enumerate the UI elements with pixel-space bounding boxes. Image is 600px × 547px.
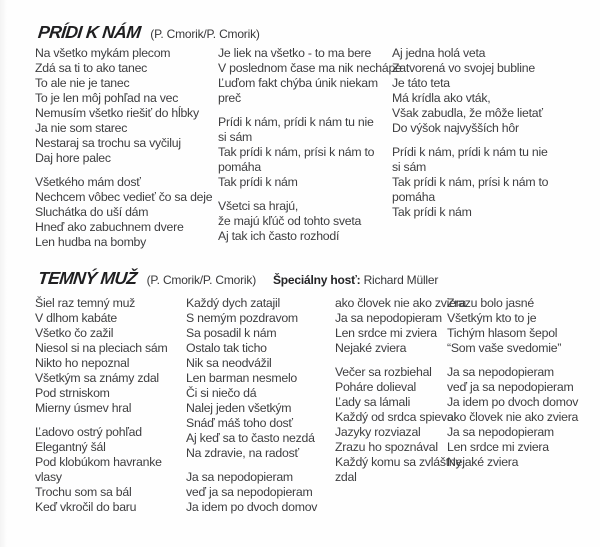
lyrics-stanza <box>35 425 186 515</box>
lyrics-stanza <box>447 296 597 356</box>
lyric-line: Všetci sa hrajú, <box>218 199 299 213</box>
song2-guest-name: Richard Müller <box>363 273 439 287</box>
lyrics-stanza <box>35 175 218 250</box>
lyrics-stanza <box>218 199 392 244</box>
lyric-line: Ostalo tak ticho <box>186 341 267 355</box>
song2-header <box>37 268 438 289</box>
lyric-line: si sám <box>218 130 253 144</box>
song2-title: TEMNÝ MUŽ <box>37 268 138 288</box>
lyrics-stanza <box>186 470 335 515</box>
lyrics-stanza <box>335 365 462 485</box>
lyric-line: Tak prídi k nám <box>218 175 298 189</box>
lyrics-stanza <box>392 145 592 220</box>
lyric-line: Všetkého mám dosť <box>35 175 141 189</box>
lyric-line: Trochu som sa bál <box>35 485 132 499</box>
lyric-line: Poháre dolieval <box>335 380 417 394</box>
lyric-line: Každý od srdca spieval <box>335 410 456 424</box>
lyric-line: zdal <box>335 470 357 484</box>
lyric-line: Zdá sa ti to ako tanec <box>35 61 148 75</box>
lyric-line: Len hudba na bomby <box>35 235 147 249</box>
lyric-line: Ja sa nepodopieram <box>447 365 554 379</box>
lyrics-stanza <box>447 365 597 470</box>
lyric-line: Keď vkročil do baru <box>35 500 137 514</box>
lyric-line: Aj tak ich často rozhodí <box>218 229 340 243</box>
song2-credits: (P. Cmorik/P. Cmorik) <box>146 273 256 287</box>
song1-lyrics-columns <box>35 46 592 259</box>
lyric-line: Nechcem vôbec vedieť čo sa deje <box>35 190 213 204</box>
song1-title: PRÍDI K NÁM <box>37 22 142 42</box>
lyric-line: Pod strniskom <box>35 386 110 400</box>
song2-lyrics-columns <box>35 296 597 524</box>
lyric-line: Večer sa rozbiehal <box>335 365 432 379</box>
lyric-line: Sa posadil k nám <box>186 326 277 340</box>
lyric-line: si sám <box>392 160 427 174</box>
lyric-line: Ja sa nepodopieram <box>335 311 442 325</box>
lyric-line: Je táto teta <box>392 76 450 90</box>
lyric-line: Do výšok najvyšších hôr <box>392 121 519 135</box>
lyric-line: Sluchátka do uší dám <box>35 205 149 219</box>
lyric-line: pomáha <box>218 160 261 174</box>
lyric-line: Nestaraj sa trochu sa vyčiluj <box>35 136 181 150</box>
lyric-line: Aj keď sa to často nezdá <box>186 431 315 445</box>
lyrics-column <box>447 296 597 524</box>
lyrics-stanza <box>392 46 592 136</box>
lyrics-stanza <box>186 296 335 461</box>
lyric-line: ako človek nie ako zviera <box>335 296 467 310</box>
lyric-line: Zatvorená vo svojej bubline <box>392 61 535 75</box>
lyric-line: Len srdce mi zviera <box>447 440 549 454</box>
lyric-line: ako človek nie ako zviera <box>447 410 579 424</box>
lyric-line: Každý dych zatajil <box>186 296 280 310</box>
lyric-line: Mierny úsmev hral <box>35 401 132 415</box>
lyric-line: vlasy <box>35 470 62 484</box>
lyric-line: Nalej jeden všetkým <box>186 401 292 415</box>
lyrics-stanza <box>35 46 218 166</box>
lyric-line: Nikto ho nepoznal <box>35 356 130 370</box>
lyric-line: Ja idem po dvoch domov <box>447 395 579 409</box>
lyric-line: Hneď ako zabuchnem dvere <box>35 220 184 234</box>
lyric-line: Ja sa nepodopieram <box>447 425 554 439</box>
lyric-line: To ale nie je tanec <box>35 76 130 90</box>
lyric-line: Ľadovo ostrý pohľad <box>35 425 142 439</box>
lyrics-stanza <box>218 46 402 106</box>
lyric-line: Aj jedna holá veta <box>392 46 486 60</box>
lyric-line: Na zdravie, na radosť <box>186 446 299 460</box>
lyric-line: S nemým pozdravom <box>186 311 298 325</box>
lyrics-column <box>186 296 335 524</box>
lyric-line: Snáď máš toho dosť <box>186 416 293 430</box>
lyric-line: Na všetko mykám plecom <box>35 46 171 60</box>
lyric-line: Ja idem po dvoch domov <box>186 500 318 514</box>
lyric-line: Pod klobúkom havranke <box>35 455 162 469</box>
lyrics-stanza <box>35 296 186 416</box>
lyrics-stanza <box>335 296 467 356</box>
lyric-line: Niesol si na pleciach sám <box>35 341 168 355</box>
lyric-line: Všetkým sa známy zdal <box>35 371 159 385</box>
lyric-line: Len srdce mi zviera <box>335 326 437 340</box>
lyric-line: Ja nie som starec <box>35 121 128 135</box>
lyrics-stanza <box>218 115 392 190</box>
lyrics-column <box>35 46 218 259</box>
lyric-line: Elegantný šál <box>35 440 106 454</box>
song1-credits: (P. Cmorik/P. Cmorik) <box>150 27 260 41</box>
lyric-line: Ľuďom fakt chýba únik niekam <box>218 76 378 90</box>
lyric-line: Prídi k nám, prídi k nám tu nie <box>218 115 374 129</box>
lyric-line: Nik sa neodvážil <box>186 356 272 370</box>
lyric-line: V dlhom kabáte <box>35 311 117 325</box>
lyric-line: Tak prídi k nám <box>392 205 472 219</box>
lyric-line: Má krídla ako vták, <box>392 91 491 105</box>
lyric-line: Ľady sa lámali <box>335 395 411 409</box>
lyric-line: veď ja sa nepodopieram <box>186 485 313 499</box>
lyric-line: V poslednom čase ma nik nechápe <box>218 61 402 75</box>
lyric-line: To je len môj pohľad na vec <box>35 91 179 105</box>
lyric-line: Nejaké zviera <box>335 341 407 355</box>
lyric-line: Je liek na všetko - to ma bere <box>218 46 372 60</box>
lyric-line: Či si niečo dá <box>186 386 257 400</box>
lyric-line: Všetkým kto to je <box>447 311 537 325</box>
lyric-line: Jazyky rozviazal <box>335 425 421 439</box>
lyric-line: Zrazu ho spoznával <box>335 440 438 454</box>
lyric-line: Nemusím všetko riešiť do hĺbky <box>35 106 199 120</box>
lyric-line: Daj hore palec <box>35 151 111 165</box>
lyric-line: Ja sa nepodopieram <box>186 470 293 484</box>
lyric-line: “Som vaše svedomie” <box>447 341 562 355</box>
song2-guest <box>273 273 438 287</box>
lyric-line: Tichým hlasom šepol <box>447 326 558 340</box>
lyric-line: Tak prídi k nám, prísi k nám to <box>392 175 549 189</box>
song1-header <box>37 22 260 43</box>
song2-guest-label: Špeciálny hosť: <box>273 273 361 287</box>
lyric-line: Nejaké zviera <box>447 455 519 469</box>
lyric-line: Zrazu bolo jasné <box>447 296 534 310</box>
lyrics-column <box>218 46 402 259</box>
lyric-line: Však zabudla, že môže lietať <box>392 106 543 120</box>
lyrics-column <box>35 296 186 524</box>
lyric-line: Každý komu sa zvláštny <box>335 455 462 469</box>
lyric-line: Prídi k nám, prídi k nám tu nie <box>392 145 548 159</box>
lyric-line: preč <box>218 91 241 105</box>
lyric-line: pomáha <box>392 190 435 204</box>
lyric-line: Šiel raz temný muž <box>35 296 136 310</box>
lyric-line: Tak prídi k nám, prísi k nám to <box>218 145 375 159</box>
lyric-line: veď ja sa nepodopieram <box>447 380 574 394</box>
lyric-line: že majú kľúč od tohto sveta <box>218 214 362 228</box>
lyric-line: Všetko čo zažil <box>35 326 114 340</box>
lyrics-column <box>392 46 592 259</box>
lyrics-column <box>335 296 467 524</box>
lyric-line: Len barman nesmelo <box>186 371 298 385</box>
